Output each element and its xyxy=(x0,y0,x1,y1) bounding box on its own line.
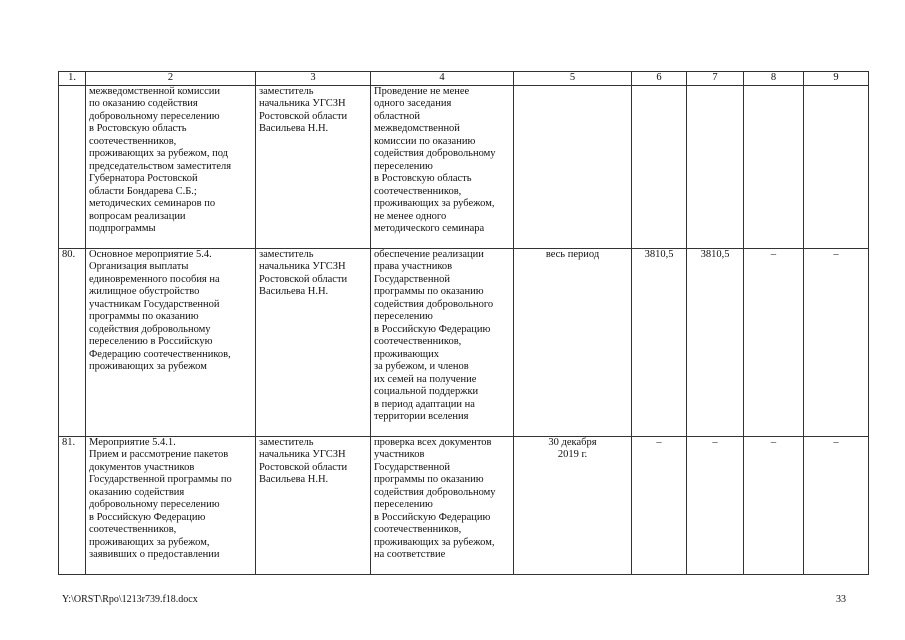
column-header: 8 xyxy=(744,72,804,86)
footer-file-path: Y:\ORST\Rpo\1213r739.f18.docx xyxy=(62,594,198,605)
column-header: 7 xyxy=(687,72,744,86)
responsible-person: заместитель начальника УГСЗН Ростовской области Васильева Н.Н. xyxy=(256,248,371,436)
expected-result: проверка всех документов участников Государственной программы по оказанию содействия добровольному переселению в Российскую Федерацию соотечественников, проживающих за рубежом, на соответствие xyxy=(371,436,514,574)
table-row xyxy=(59,436,869,574)
responsible-person: заместитель начальника УГСЗН Ростовской области Васильева Н.Н. xyxy=(256,436,371,574)
column-header: 5 xyxy=(514,72,632,86)
funding-total: 3810,5 xyxy=(632,248,687,436)
funding-regional xyxy=(687,85,744,248)
column-header: 9 xyxy=(804,72,869,86)
column-header: 2 xyxy=(86,72,256,86)
row-number: 81. xyxy=(59,436,86,574)
funding-other xyxy=(804,85,869,248)
table-row xyxy=(59,248,869,436)
column-header: 3 xyxy=(256,72,371,86)
funding-total xyxy=(632,85,687,248)
column-header: 1. xyxy=(59,72,86,86)
funding-total: – xyxy=(632,436,687,574)
expected-result: Проведение не менее одного заседания областной межведомственной комиссии по оказанию содействия добровольному переселению в Ростовскую область соотечественников, проживающих за рубежом, не менее одного методического семинара xyxy=(371,85,514,248)
funding-regional: – xyxy=(687,436,744,574)
funding-regional: 3810,5 xyxy=(687,248,744,436)
funding-federal xyxy=(744,85,804,248)
responsible-person: заместитель начальника УГСЗН Ростовской области Васильева Н.Н. xyxy=(256,85,371,248)
measure-name: Мероприятие 5.4.1. Прием и рассмотрение пакетов документов участников Государственной программы по оказанию содействия добровольному переселению в Российскую Федерацию соотечественников, проживающих за рубежом, заявивших о предоставлении xyxy=(86,436,256,574)
measure-name: межведомственной комиссии по оказанию содействия добровольному переселению в Ростовскую область соотечественников, проживающих за рубежом, под председательством заместителя Губернатора Ростовской области Бондарева С.Б.; методических семинаров по вопросам реализации подпрограммы xyxy=(86,85,256,248)
table-header-row xyxy=(59,72,869,86)
row-number: 80. xyxy=(59,248,86,436)
row-number xyxy=(59,85,86,248)
table-row xyxy=(59,85,869,248)
funding-other: – xyxy=(804,436,869,574)
deadline: весь период xyxy=(514,248,632,436)
expected-result: обеспечение реализации права участников Государственной программы по оказанию содействия добровольного переселению в Российскую Федерацию соотечественников, проживающих за рубежом, и членов их семей на получение социальной поддержки в период адаптации на территории вселения xyxy=(371,248,514,436)
funding-federal: – xyxy=(744,436,804,574)
program-table xyxy=(58,71,869,575)
column-header: 6 xyxy=(632,72,687,86)
funding-other: – xyxy=(804,248,869,436)
deadline: 30 декабря 2019 г. xyxy=(514,436,632,574)
measure-name: Основное мероприятие 5.4. Организация выплаты единовременного пособия на жилищное обустройство участникам Государственной программы по оказанию содействия добровольному переселению в Российскую Федерацию соотечественников, проживающих за рубежом xyxy=(86,248,256,436)
deadline xyxy=(514,85,632,248)
footer-page-number: 33 xyxy=(836,594,846,605)
funding-federal: – xyxy=(744,248,804,436)
column-header: 4 xyxy=(371,72,514,86)
